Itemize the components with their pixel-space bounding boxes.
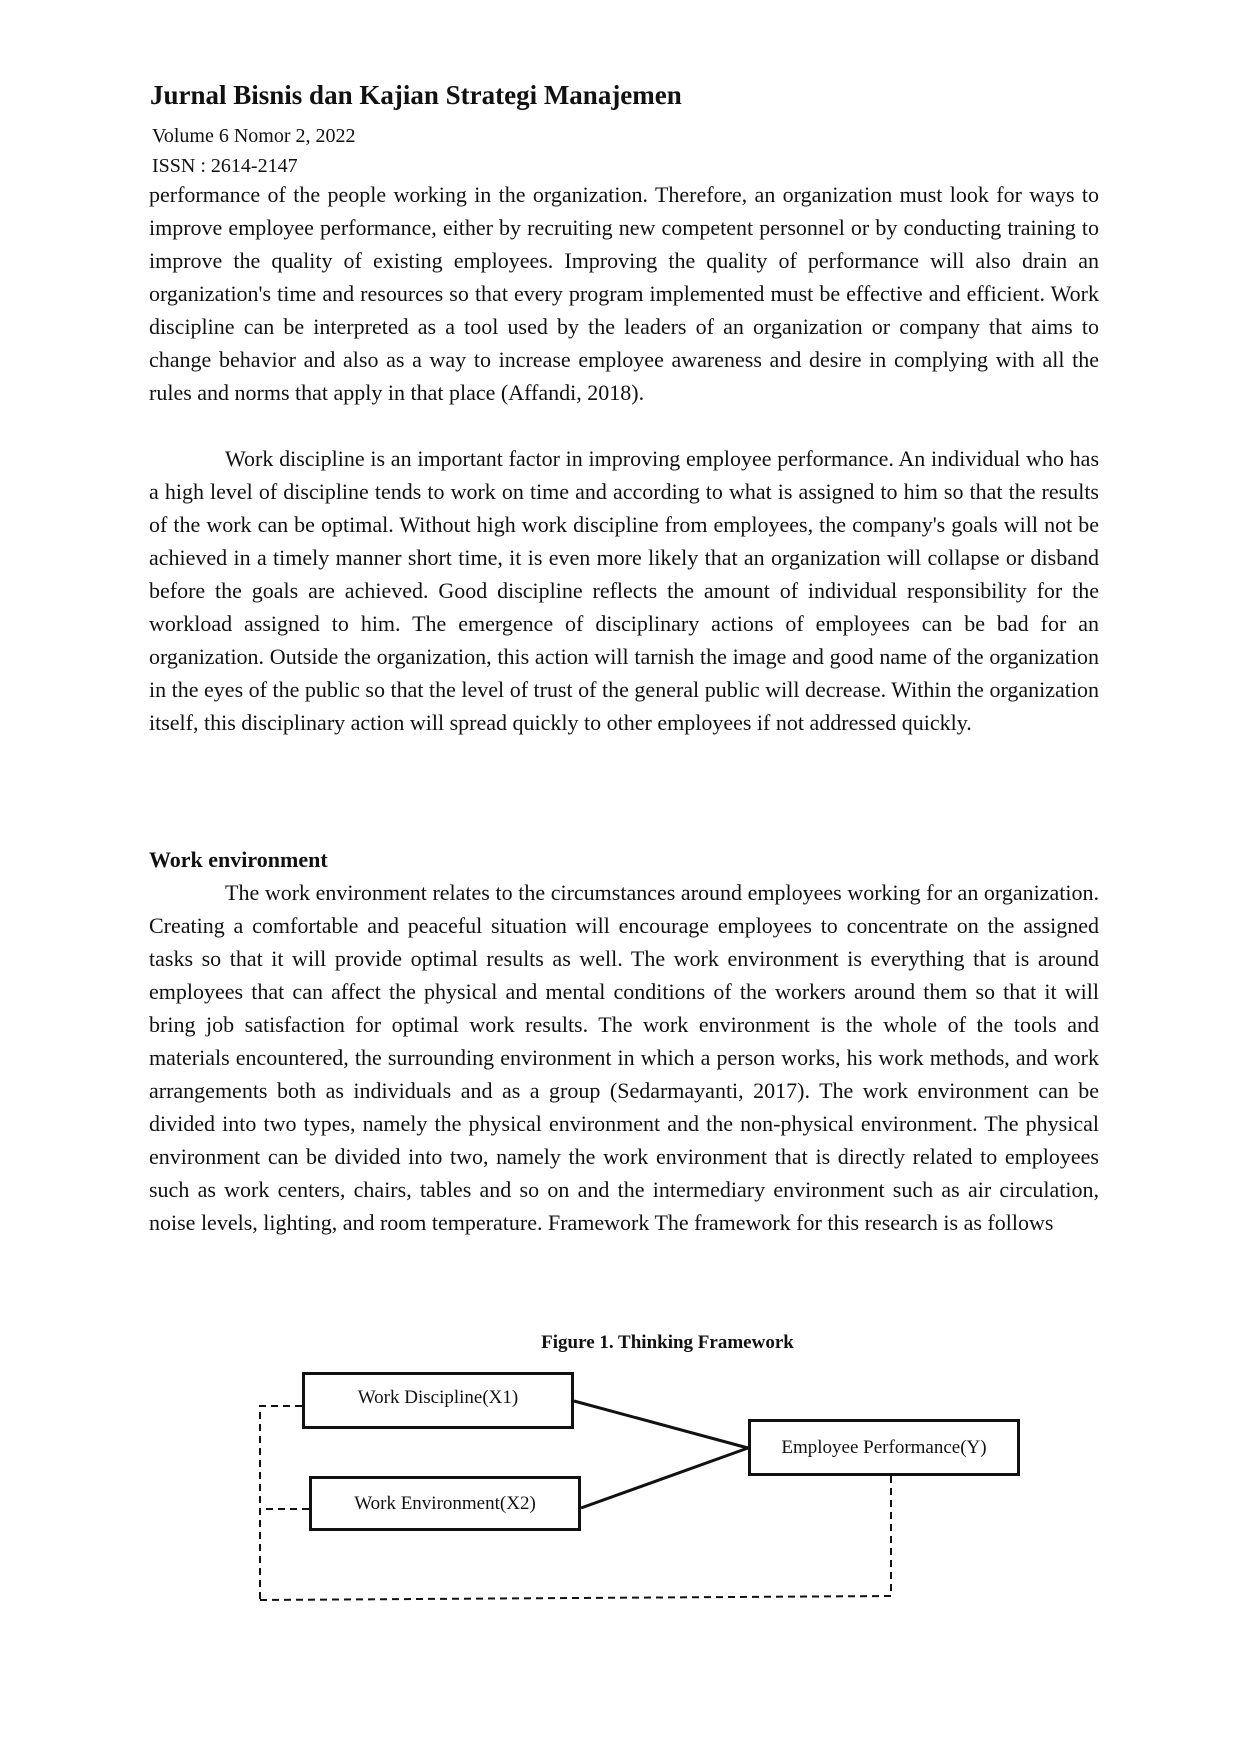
paragraph-work-environment: The work environment relates to the circumstances around employees working for an organization. Creating a comfortable and peaceful situation will encourage employees to concentrate on the assigned tasks so that it will provide optimal results as well. The work environment is everything that is around employees that can affect the physical and mental conditions of the workers around them so that it will bring job satisfaction for optimal work results. The work environment is the whole of the tools and materials encountered, the surrounding environment in which a person works, his work methods, and work arrangements both as individuals and as a group (Sedarmayanti, 2017). The work environment can be divided into two types, namely the physical environment and the non-physical environment. The physical environment can be divided into two, namely the work environment that is directly related to employees such as work centers, chairs, tables and so on and the intermediary environment such as air circulation, noise levels, lighting, and room temperature. Framework The framework for this research is as follows — [149, 880, 1099, 1235]
journal-title: Jurnal Bisnis dan Kajian Strategi Manajemen — [150, 80, 682, 110]
node-employee-performance: Employee Performance(Y) — [748, 1419, 1020, 1476]
paragraph-performance: performance of the people working in the organization. Therefore, an organization must look for ways to improve employee performance, either by recruiting new competent personnel or by conducting training to improve the quality of existing employees. Improving the quality of performance will also drain an organization's time and resources so that every program implemented must be effective and efficient. Work discipline can be interpreted as a tool used by the leaders of an organization or company that aims to change behavior and also as a way to increase employee awareness and desire in complying with all the rules and norms that apply in that place (Affandi, 2018). — [149, 182, 1099, 405]
connector-x2-to-y — [581, 1448, 748, 1508]
dashed-connector-x1 — [260, 1406, 302, 1600]
issn-info: ISSN : 2614-2147 — [152, 155, 298, 177]
paragraph-work-discipline: Work discipline is an important factor in improving employee performance. An individual who has a high level of discipline tends to work on time and according to what is assigned to him so that the results of the work can be optimal. Without high work discipline from employees, the company's goals will not be achieved in a timely manner short time, it is even more likely that an organization will collapse or disband before the goals are achieved. Good discipline reflects the amount of individual responsibility for the workload assigned to him. The emergence of disciplinary actions of employees can be bad for an organization. Outside the organization, this action will tarnish the image and good name of the organization in the eyes of the public so that the level of trust of the general public will decrease. Within the organization itself, this disciplinary action will spread quickly to other employees if not addressed quickly. — [149, 446, 1099, 735]
node-work-discipline: Work Discipline(X1) — [302, 1372, 574, 1429]
section-heading-work-environment: Work environment — [149, 847, 328, 872]
figure-caption: Figure 1. Thinking Framework — [541, 1332, 794, 1353]
connector-x1-to-y — [574, 1401, 748, 1448]
node-work-environment: Work Environment(X2) — [309, 1476, 581, 1531]
volume-info: Volume 6 Nomor 2, 2022 — [152, 125, 356, 147]
